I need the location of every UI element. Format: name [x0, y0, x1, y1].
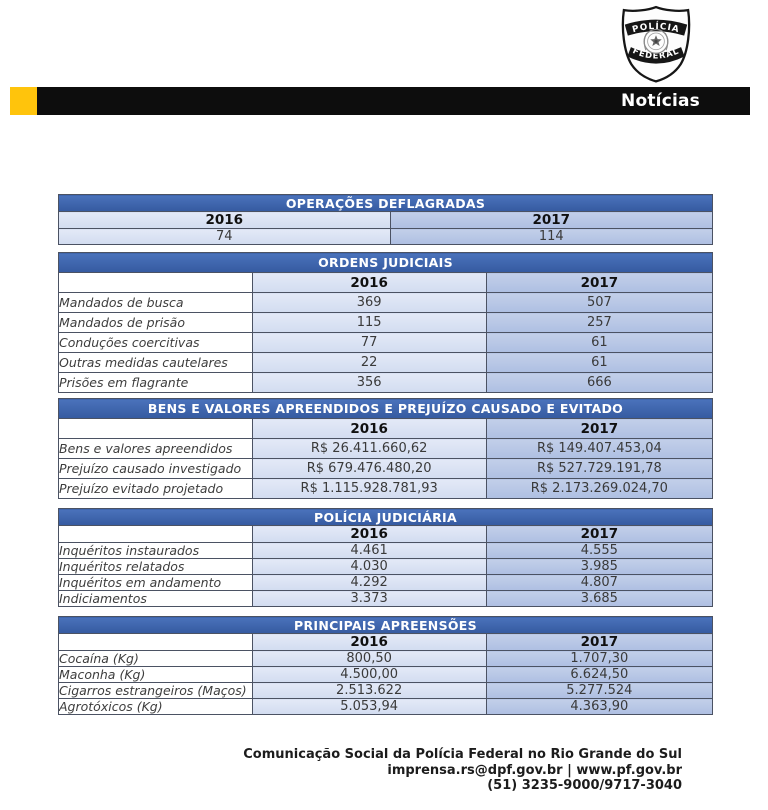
row-label: Inquéritos em andamento	[59, 575, 253, 591]
table-row	[59, 333, 713, 353]
row-label: Mandados de busca	[59, 293, 253, 313]
yellow-accent-block	[10, 87, 37, 115]
year-2017-header: 2017	[390, 212, 712, 229]
year-2016-header: 2016	[252, 273, 486, 293]
table-row	[59, 313, 713, 333]
value-2017: 61	[486, 353, 712, 373]
value-2016: 2.513.622	[252, 683, 486, 699]
value-2017: 6.624,50	[486, 667, 712, 683]
row-label: Cigarros estrangeiros (Maços)	[59, 683, 253, 699]
row-label: Inquéritos instaurados	[59, 543, 253, 559]
value-2017: 114	[390, 229, 712, 245]
value-2017: 1.707,30	[486, 651, 712, 667]
table-bens-e-valores	[58, 398, 713, 499]
year-header-row	[59, 212, 713, 229]
footer-line-3: (51) 3235-9000/9717-3040	[487, 778, 682, 793]
year-2016-header: 2016	[252, 419, 486, 439]
year-2017-header: 2017	[486, 419, 712, 439]
year-2016-header: 2016	[59, 212, 391, 229]
row-label: Conduções coercitivas	[59, 333, 253, 353]
value-2017: 666	[486, 373, 712, 393]
value-2016: 4.292	[252, 575, 486, 591]
policia-federal-logo-icon	[612, 4, 700, 84]
year-2017-header: 2017	[486, 634, 712, 651]
national-emblem-icon	[644, 29, 668, 53]
table-row	[59, 559, 713, 575]
value-2016: 22	[252, 353, 486, 373]
value-2016: R$ 1.115.928.781,93	[252, 479, 486, 499]
row-label: Inquéritos relatados	[59, 559, 253, 575]
table-row	[59, 699, 713, 715]
value-2016: R$ 26.411.660,62	[252, 439, 486, 459]
value-2016: 369	[252, 293, 486, 313]
value-2017: 4.363,90	[486, 699, 712, 715]
year-2017-header: 2017	[486, 526, 712, 543]
value-2017: 4.555	[486, 543, 712, 559]
value-2016: 800,50	[252, 651, 486, 667]
table-title: BENS E VALORES APREENDIDOS E PREJUÍZO CAUSADO E EVITADO	[59, 399, 713, 419]
row-label: Prejuízo causado investigado	[59, 459, 253, 479]
year-header-row	[59, 526, 713, 543]
news-banner	[10, 87, 750, 115]
year-header-row	[59, 634, 713, 651]
table-title: PRINCIPAIS APREENSÕES	[59, 617, 713, 634]
year-header-row	[59, 419, 713, 439]
value-2016: 77	[252, 333, 486, 353]
year-2017-header: 2017	[486, 273, 712, 293]
value-2017: 3.985	[486, 559, 712, 575]
row-label: Prisões em flagrante	[59, 373, 253, 393]
banner-title: Notícias	[621, 91, 700, 111]
table-title: ORDENS JUDICIAIS	[59, 253, 713, 273]
year-header-row	[59, 273, 713, 293]
value-2016: R$ 679.476.480,20	[252, 459, 486, 479]
table-row	[59, 353, 713, 373]
table-operacoes-deflagradas	[58, 194, 713, 245]
value-2017: 3.685	[486, 591, 712, 607]
table-row	[59, 479, 713, 499]
table-row	[59, 293, 713, 313]
value-2016: 5.053,94	[252, 699, 486, 715]
table-title: POLÍCIA JUDICIÁRIA	[59, 509, 713, 526]
empty-corner-cell	[59, 526, 253, 543]
badge-shield	[623, 7, 689, 81]
row-label: Maconha (Kg)	[59, 667, 253, 683]
value-2016: 4.030	[252, 559, 486, 575]
table-row	[59, 591, 713, 607]
year-2016-header: 2016	[252, 634, 486, 651]
table-row	[59, 229, 713, 245]
table-title: OPERAÇÕES DEFLAGRADAS	[59, 195, 713, 212]
value-2017: R$ 527.729.191,78	[486, 459, 712, 479]
empty-corner-cell	[59, 419, 253, 439]
table-row	[59, 373, 713, 393]
value-2017: 61	[486, 333, 712, 353]
value-2016: 115	[252, 313, 486, 333]
row-label: Indiciamentos	[59, 591, 253, 607]
value-2017: R$ 2.173.269.024,70	[486, 479, 712, 499]
table-row	[59, 439, 713, 459]
empty-corner-cell	[59, 634, 253, 651]
logo-top-label: POLÍCIA	[631, 21, 681, 36]
table-row	[59, 651, 713, 667]
footer-contact-block	[243, 747, 682, 794]
footer-line-2: imprensa.rs@dpf.gov.br | www.pf.gov.br	[387, 762, 682, 778]
table-row	[59, 667, 713, 683]
row-label: Mandados de prisão	[59, 313, 253, 333]
value-2016: 74	[59, 229, 391, 245]
value-2016: 4.500,00	[252, 667, 486, 683]
table-row	[59, 543, 713, 559]
row-label: Cocaína (Kg)	[59, 651, 253, 667]
value-2017: 4.807	[486, 575, 712, 591]
value-2016: 356	[252, 373, 486, 393]
row-label: Outras medidas cautelares	[59, 353, 253, 373]
logo-bottom-label: FEDERAL	[631, 45, 681, 61]
table-row	[59, 575, 713, 591]
table-ordens-judiciais	[58, 252, 713, 393]
table-row	[59, 683, 713, 699]
year-2016-header: 2016	[252, 526, 486, 543]
table-row	[59, 459, 713, 479]
value-2016: 4.461	[252, 543, 486, 559]
value-2016: 3.373	[252, 591, 486, 607]
row-label: Bens e valores apreendidos	[59, 439, 253, 459]
empty-corner-cell	[59, 273, 253, 293]
value-2017: 507	[486, 293, 712, 313]
table-principais-apreensoes	[58, 616, 713, 715]
value-2017: 257	[486, 313, 712, 333]
value-2017: 5.277.524	[486, 683, 712, 699]
value-2017: R$ 149.407.453,04	[486, 439, 712, 459]
row-label: Agrotóxicos (Kg)	[59, 699, 253, 715]
footer-line-1: Comunicação Social da Polícia Federal no Rio Grande do Sul	[243, 747, 682, 762]
table-policia-judiciaria	[58, 508, 713, 607]
row-label: Prejuízo evitado projetado	[59, 479, 253, 499]
